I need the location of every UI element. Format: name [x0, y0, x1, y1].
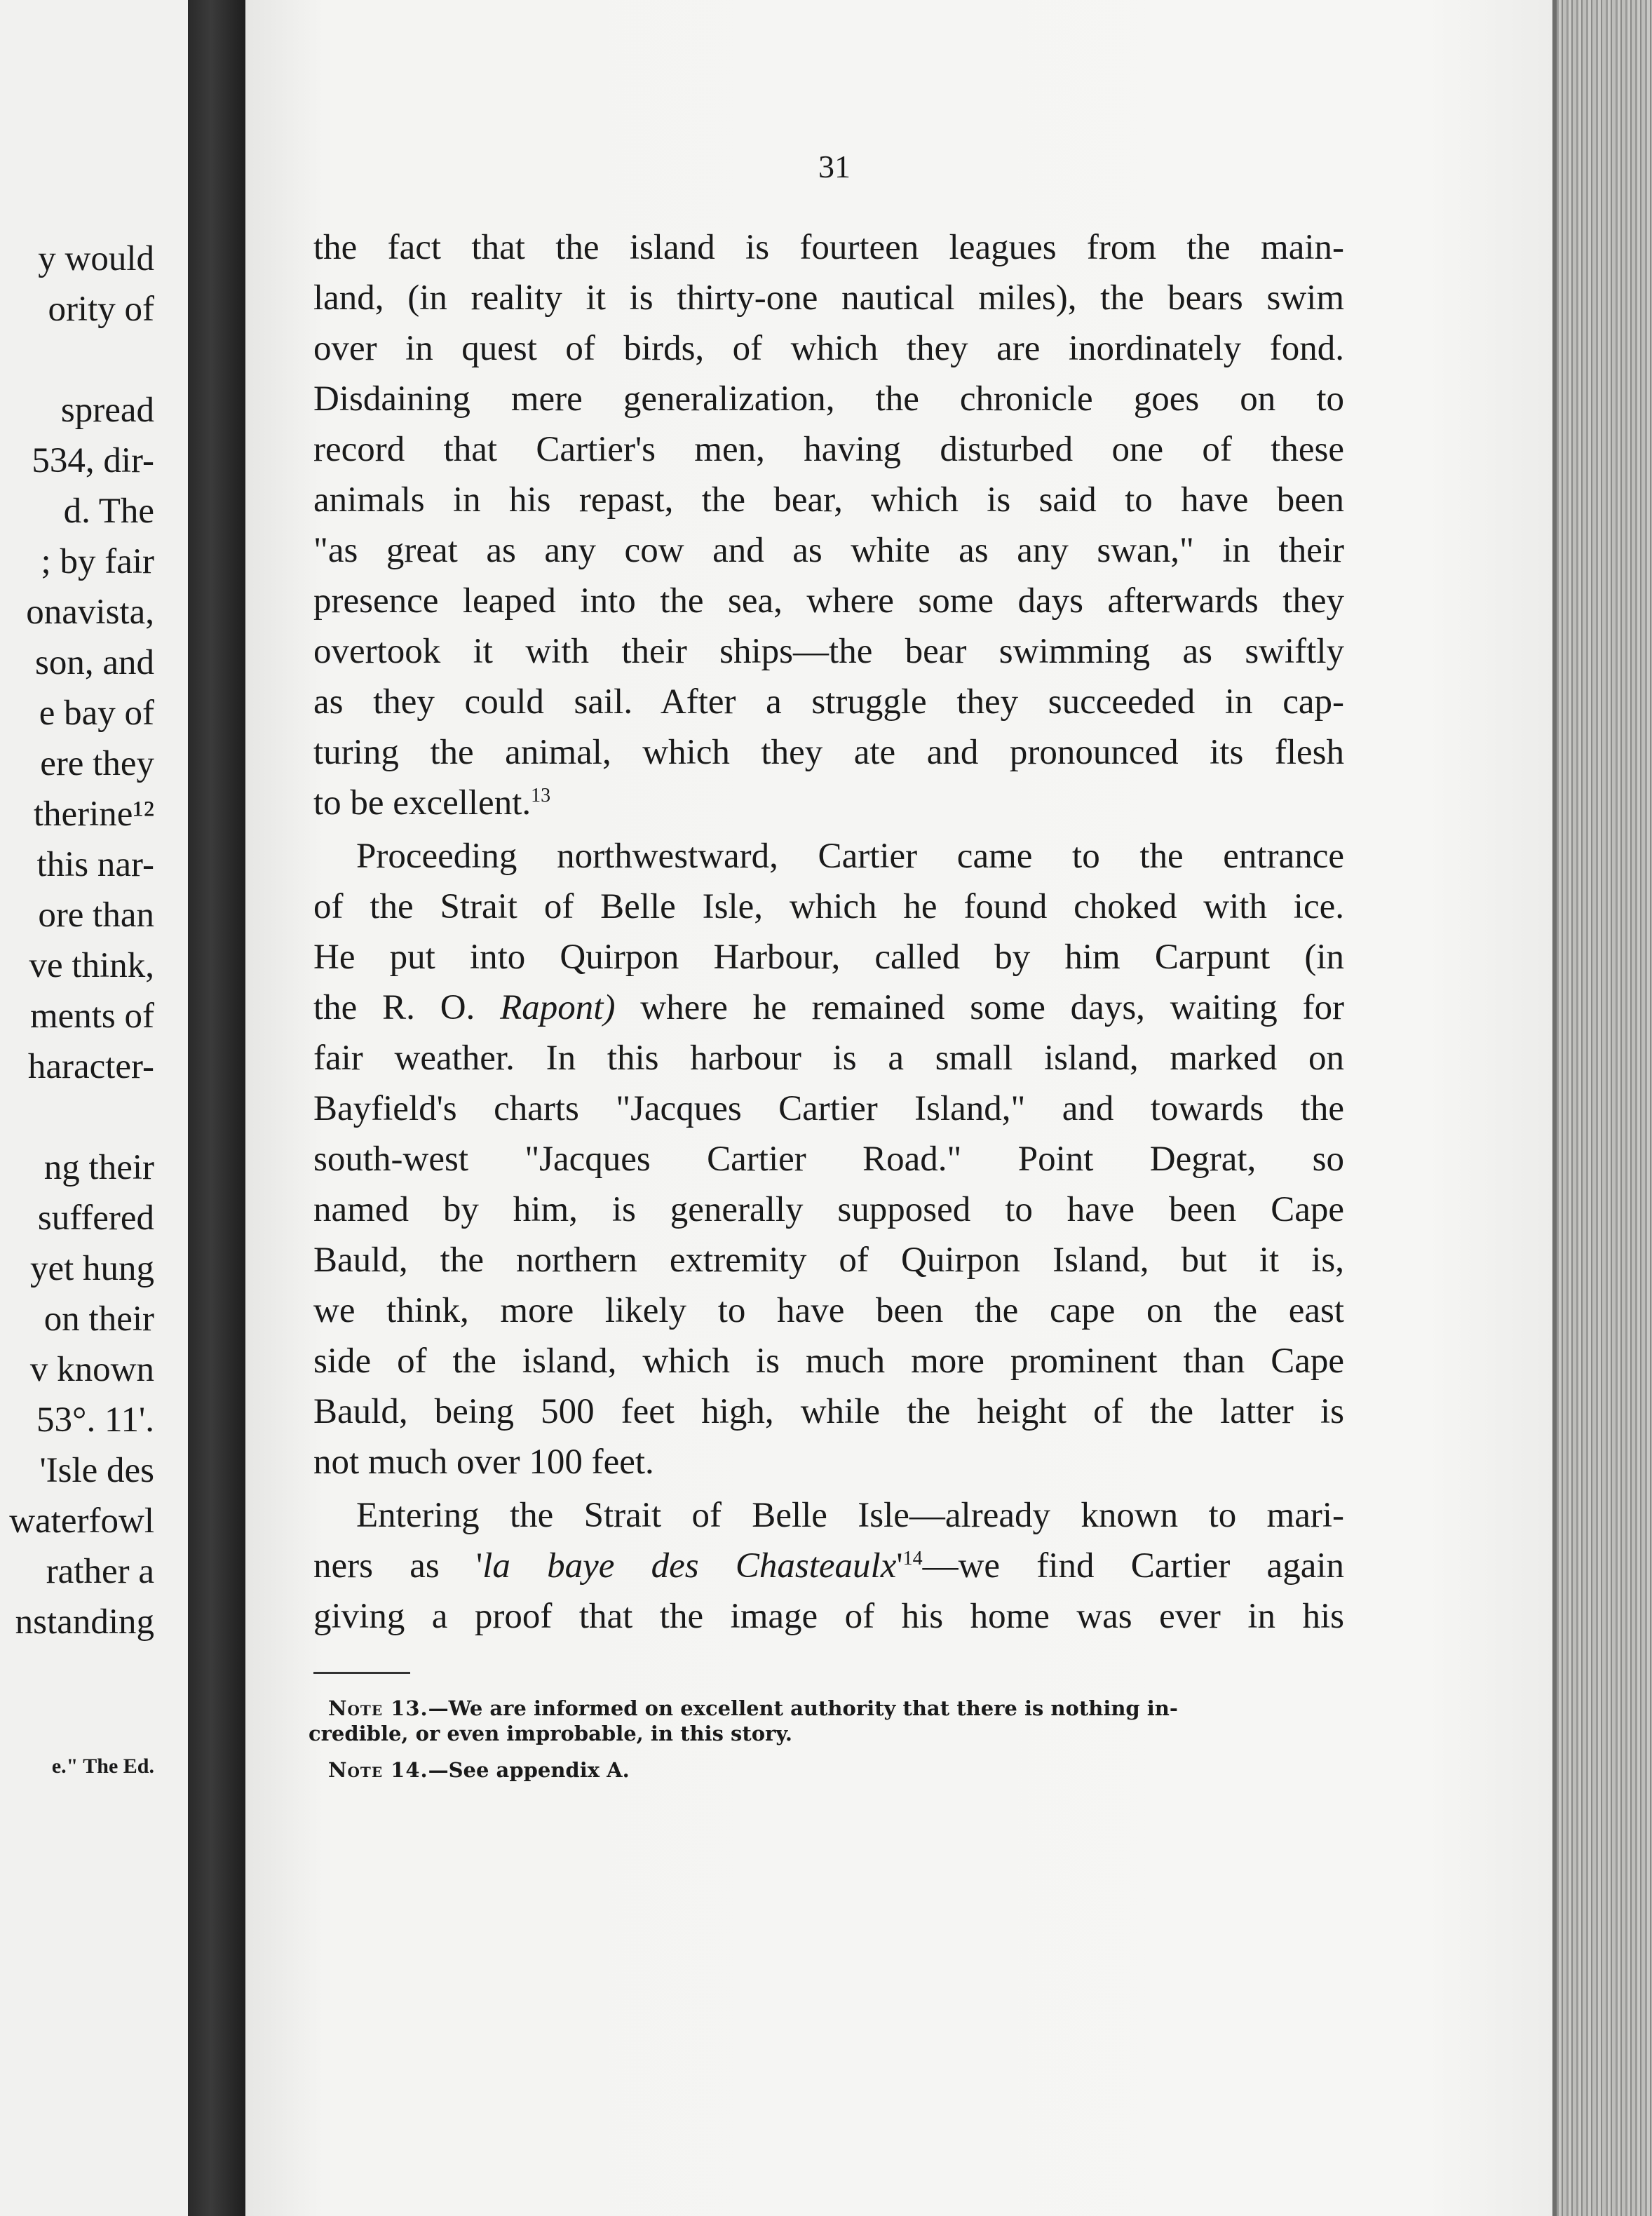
footnote-13-continued: credible, or even improbable, in this story.	[309, 1722, 792, 1745]
body-line-12-text: to be excellent.	[313, 783, 532, 823]
body-line-3: over in quest of birds, of which they are inordinately fond.	[313, 329, 1344, 368]
body-line-16	[313, 990, 1344, 1026]
previous-page-line: onavista,	[26, 593, 154, 632]
previous-page-line: ments of	[29, 996, 154, 1036]
body-line-26: Entering the Strait of Belle Isle—already known to mari-	[356, 1496, 1344, 1535]
footnote-14	[328, 1760, 630, 1781]
body-line-5: record that Cartier's men, having disturbed one of these	[313, 430, 1344, 469]
previous-page-line: rather a	[46, 1552, 154, 1591]
previous-page-line: e bay of	[39, 694, 154, 733]
previous-page-line: nstanding	[15, 1602, 154, 1642]
body-line-21: Bauld, the northern extremity of Quirpon Island, but it is,	[313, 1241, 1344, 1280]
previous-page-line: 'Isle des	[39, 1451, 154, 1490]
body-line-16-c: where he remained some days, waiting for	[640, 988, 1345, 1027]
page-stack-edge	[1557, 0, 1652, 2216]
footnote-14-label: Note 14.	[328, 1758, 428, 1782]
footnote-14-text: —See appendix A.	[428, 1758, 630, 1782]
previous-page-line: 53°. 11'.	[36, 1400, 154, 1440]
body-line-28: giving a proof that the image of his home was ever in his	[313, 1597, 1344, 1636]
body-line-11: turing the animal, which they ate and pronounced its flesh	[313, 733, 1344, 772]
footnote-13	[328, 1698, 1338, 1719]
previous-page-line: v known	[29, 1350, 154, 1389]
body-line-9: overtook it with their ships—the bear swimming as swiftly	[313, 632, 1344, 671]
previous-page-fragment	[0, 0, 188, 2216]
body-line-27-d: —we find Cartier again	[922, 1546, 1345, 1586]
previous-page-line: ng their	[43, 1148, 154, 1187]
footnote-ref-13: 13	[531, 785, 551, 806]
footnote-divider	[313, 1672, 410, 1674]
footnote-13-label: Note 13.	[328, 1696, 428, 1720]
body-line-27	[313, 1548, 1344, 1584]
previous-page-line: ; by fair	[41, 542, 154, 581]
previous-page-line: waterfowl	[9, 1501, 154, 1541]
body-line-15: He put into Quirpon Harbour, called by him Carpunt (in	[313, 938, 1344, 977]
body-line-1: the fact that the island is fourteen leagues from the main-	[313, 228, 1344, 267]
body-line-6: animals in his repast, the bear, which is said to have been	[313, 480, 1344, 520]
body-line-20: named by him, is generally supposed to have been Cape	[313, 1190, 1344, 1229]
body-line-14: of the Strait of Belle Isle, which he found choked with ice.	[313, 887, 1344, 926]
body-line-24: Bauld, being 500 feet high, while the height of the latter is	[313, 1392, 1344, 1431]
previous-page-line: son, and	[35, 643, 154, 682]
body-line-22: we think, more likely to have been the cape on the east	[313, 1291, 1344, 1330]
page-number: 31	[818, 149, 851, 184]
body-line-13: Proceeding northwestward, Cartier came to the entrance	[356, 837, 1344, 876]
previous-page-line: yet hung	[29, 1249, 154, 1288]
body-line-4: Disdaining mere generalization, the chronicle goes on to	[313, 379, 1344, 419]
body-line-12	[313, 785, 1344, 821]
body-line-25: not much over 100 feet.	[313, 1443, 654, 1482]
previous-page-line: d. The	[63, 492, 154, 531]
footnote-13-text: —We are informed on excellent authority that there is nothing in-	[428, 1696, 1178, 1720]
previous-page-line: on their	[43, 1299, 154, 1339]
body-line-17: fair weather. In this harbour is a small island, marked on	[313, 1039, 1344, 1078]
previous-page-line: ere they	[40, 744, 154, 783]
previous-page-line: this nar-	[36, 845, 154, 884]
body-line-18: Bayfield's charts "Jacques Cartier Island," and towards the	[313, 1089, 1344, 1128]
body-line-16-italic: Rapont)	[500, 988, 616, 1027]
previous-page-line: y would	[38, 239, 154, 278]
previous-page-line: 534, dir-	[32, 441, 154, 480]
body-line-23: side of the island, which is much more prominent than Cape	[313, 1342, 1344, 1381]
previous-page-line: haracter-	[27, 1047, 154, 1086]
body-line-16-a: the R. O.	[313, 988, 475, 1027]
body-line-19: south-west "Jacques Cartier Road." Point Degrat, so	[313, 1140, 1344, 1179]
body-line-8: presence leaped into the sea, where some days afterwards they	[313, 581, 1344, 621]
previous-page-line: ority of	[48, 290, 154, 329]
body-line-27-quote: '	[896, 1546, 903, 1586]
footnote-ref-14: 14	[902, 1548, 923, 1569]
body-line-27-italic: la baye des Chasteaulx	[482, 1546, 897, 1586]
previous-page-line: suffered	[37, 1198, 154, 1238]
previous-page-line: therine¹²	[33, 795, 154, 834]
book-gutter	[188, 0, 245, 2216]
previous-page-footnote: e." The Ed.	[51, 1755, 154, 1778]
body-line-10: as they could sail. After a struggle they succeeded in cap-	[313, 682, 1344, 722]
previous-page-line: spread	[60, 391, 154, 430]
previous-page-line: ore than	[38, 896, 154, 935]
body-line-7: "as great as any cow and as white as any swan," in their	[313, 531, 1344, 570]
body-line-2: land, (in reality it is thirty-one nautical miles), the bears swim	[313, 278, 1344, 318]
body-line-27-a: ners as '	[313, 1546, 483, 1586]
previous-page-line: ve think,	[29, 946, 154, 985]
